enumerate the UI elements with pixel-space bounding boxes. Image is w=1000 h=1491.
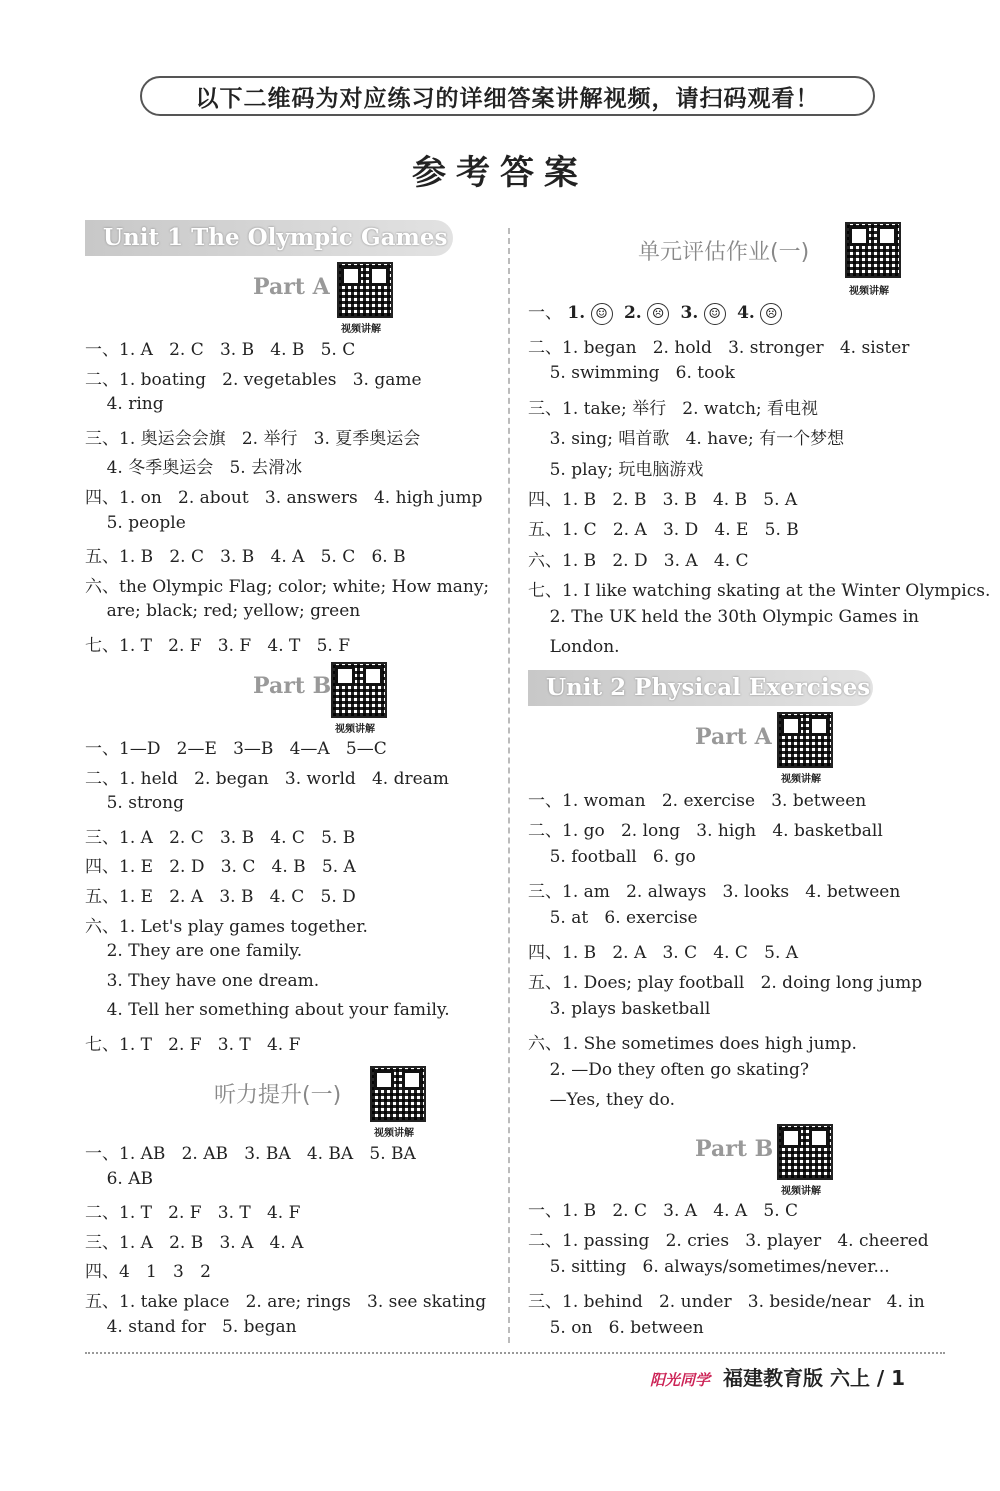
qr-code-icon[interactable] — [777, 712, 833, 768]
answer-line: 二、1. T 2. F 3. T 4. F — [85, 1203, 301, 1224]
answer-line: 5. swimming 6. took — [528, 363, 735, 384]
answer-line: 七、1. T 2. F 3. T 4. F — [85, 1035, 301, 1055]
qr-label: 视频讲解 — [781, 1186, 821, 1197]
face-num-1: 1. — [567, 303, 586, 323]
part-a-title: Part A — [253, 274, 330, 300]
answer-line: 2. They are one family. — [85, 941, 303, 962]
answer-line: 五、1. E 2. A 3. B 4. C 5. D — [85, 887, 356, 907]
faces-prefix: 一、 — [528, 303, 562, 323]
answer-line: 4. Tell her something about your family. — [85, 1000, 450, 1021]
footer — [650, 1362, 905, 1391]
answer-line: 一、1. B 2. C 3. A 4. A 5. C — [528, 1201, 799, 1221]
qr-code-icon[interactable] — [331, 662, 387, 718]
answer-line: are; black; red; yellow; green — [85, 601, 361, 622]
answer-line: 一、1—D 2—E 3—B 4—A 5—C — [85, 739, 387, 759]
answer-line: 5. on 6. between — [528, 1317, 704, 1338]
answer-line: 5. strong — [85, 793, 184, 814]
qr-code-icon[interactable] — [845, 222, 901, 278]
face-num-4: 4. — [737, 303, 755, 323]
answer-line: 二、1. boating 2. vegetables 3. game — [85, 369, 422, 390]
answer-line: 四、1. on 2. about 3. answers 4. high jump — [85, 488, 483, 508]
answer-line: 二、1. began 2. hold 3. stronger 4. sister — [528, 338, 910, 358]
qr-label: 视频讲解 — [335, 724, 375, 735]
answer-line: 三、1. behind 2. under 3. beside/near 4. in — [528, 1292, 925, 1313]
answer-line: 5. play; 玩电脑游戏 — [528, 459, 704, 480]
answer-line: 六、1. Let's play games together. — [85, 916, 368, 937]
unit-2-title: Unit 2 Physical Exercises — [528, 670, 873, 706]
answer-line: 四、1. B 2. A 3. C 4. C 5. A — [528, 943, 799, 963]
page-title: 参考答案 — [412, 153, 588, 193]
answer-line: 2. —Do they often go skating? — [528, 1059, 810, 1080]
qr-code-icon[interactable] — [777, 1124, 833, 1180]
answer-line: 3. sing; 唱首歌 4. have; 有一个梦想 — [528, 429, 845, 450]
answer-line: 4. 冬季奥运会 5. 去滑冰 — [85, 458, 303, 479]
answer-line: London. — [528, 637, 620, 657]
smile-face-icon: ☺ — [704, 303, 726, 325]
answer-line: 2. The UK held the 30th Olympic Games in — [528, 606, 919, 627]
answer-line: 二、1. go 2. long 3. high 4. basketball — [528, 821, 883, 842]
smile-face-icon: ☺ — [591, 303, 613, 325]
answer-line: 四、1. B 2. B 3. B 4. B 5. A — [528, 490, 798, 510]
answer-line: 3. plays basketball — [528, 998, 711, 1019]
answer-line: 五、1. take place 2. are; rings 3. see skating — [85, 1292, 487, 1312]
answer-line: 七、1. I like watching skating at the Winter Olympics. — [528, 581, 991, 602]
qr-label: 视频讲解 — [849, 286, 889, 297]
qr-code-icon[interactable] — [337, 262, 393, 318]
answer-line: 四、1. E 2. D 3. C 4. B 5. A — [85, 857, 356, 878]
answer-line: 5. at 6. exercise — [528, 907, 698, 928]
answer-line: 四、4 1 3 2 — [85, 1262, 211, 1283]
face-num-3: 3. — [680, 303, 699, 323]
answer-line: 三、1. A 2. B 3. A 4. A — [85, 1232, 304, 1253]
qr-label: 视频讲解 — [374, 1128, 414, 1139]
answer-line: 三、1. take; 举行 2. watch; 看电视 — [528, 398, 819, 419]
answer-line: 二、1. passing 2. cries 3. player 4. cheered — [528, 1231, 929, 1252]
answer-line: 五、1. Does; play football 2. doing long jump — [528, 973, 923, 994]
answer-line: 4. stand for 5. began — [85, 1316, 297, 1337]
sad-face-icon: ☹ — [647, 303, 669, 325]
answer-line: 一、1. woman 2. exercise 3. between — [528, 791, 867, 811]
part-b-title: Part B — [253, 673, 332, 699]
footer-text: 福建教育版 六上 / 1 — [722, 1366, 906, 1390]
footer-rule — [85, 1352, 945, 1354]
face-num-2: 2. — [623, 303, 642, 323]
unit-1-title: Unit 1 The Olympic Games — [85, 220, 453, 256]
assessment-title: 单元评估作业(一) — [638, 240, 810, 265]
column-divider — [508, 228, 510, 1343]
answer-line: 七、1. T 2. F 3. F 4. T 5. F — [85, 636, 351, 656]
answer-line: 六、1. She sometimes does high jump. — [528, 1034, 857, 1055]
answer-line: 三、1. A 2. C 3. B 4. C 5. B — [85, 827, 356, 848]
answer-line: —Yes, they do. — [528, 1090, 676, 1110]
answer-line: 4. ring — [85, 394, 164, 415]
sad-face-icon: ☹ — [760, 303, 782, 325]
faces-line — [528, 298, 788, 325]
answer-line: 三、1. am 2. always 3. looks 4. between — [528, 882, 901, 903]
answer-line: 六、1. B 2. D 3. A 4. C — [528, 550, 749, 571]
answer-line: 二、1. held 2. began 3. world 4. dream — [85, 768, 449, 789]
part-a-title: Part A — [695, 724, 772, 750]
answer-line: 6. AB — [85, 1168, 154, 1189]
answer-line: 5. football 6. go — [528, 846, 696, 867]
qr-code-icon[interactable] — [370, 1066, 426, 1122]
answer-line: 一、1. A 2. C 3. B 4. B 5. C — [85, 340, 356, 360]
banner: 以下二维码为对应练习的详细答案讲解视频，请扫码观看！ — [140, 76, 875, 116]
part-b-title: Part B — [695, 1136, 774, 1162]
answer-line: 一、1. AB 2. AB 3. BA 4. BA 5. BA — [85, 1144, 416, 1164]
answer-line: 六、the Olympic Flag; color; white; How many; — [85, 576, 490, 597]
answer-line: 5. people — [85, 512, 186, 533]
answer-line: 五、1. B 2. C 3. B 4. A 5. C 6. B — [85, 547, 406, 568]
qr-label: 视频讲解 — [341, 324, 381, 335]
answer-line: 五、1. C 2. A 3. D 4. E 5. B — [528, 520, 799, 541]
answer-line: 5. sitting 6. always/sometimes/never... — [528, 1256, 890, 1277]
listening-title: 听力提升(一) — [214, 1083, 342, 1108]
answer-line: 三、1. 奥运会会旗 2. 举行 3. 夏季奥运会 — [85, 428, 421, 449]
qr-label: 视频讲解 — [781, 774, 821, 785]
brand-logo: 阳光同学 — [650, 1371, 711, 1389]
answer-line: 3. They have one dream. — [85, 970, 320, 991]
